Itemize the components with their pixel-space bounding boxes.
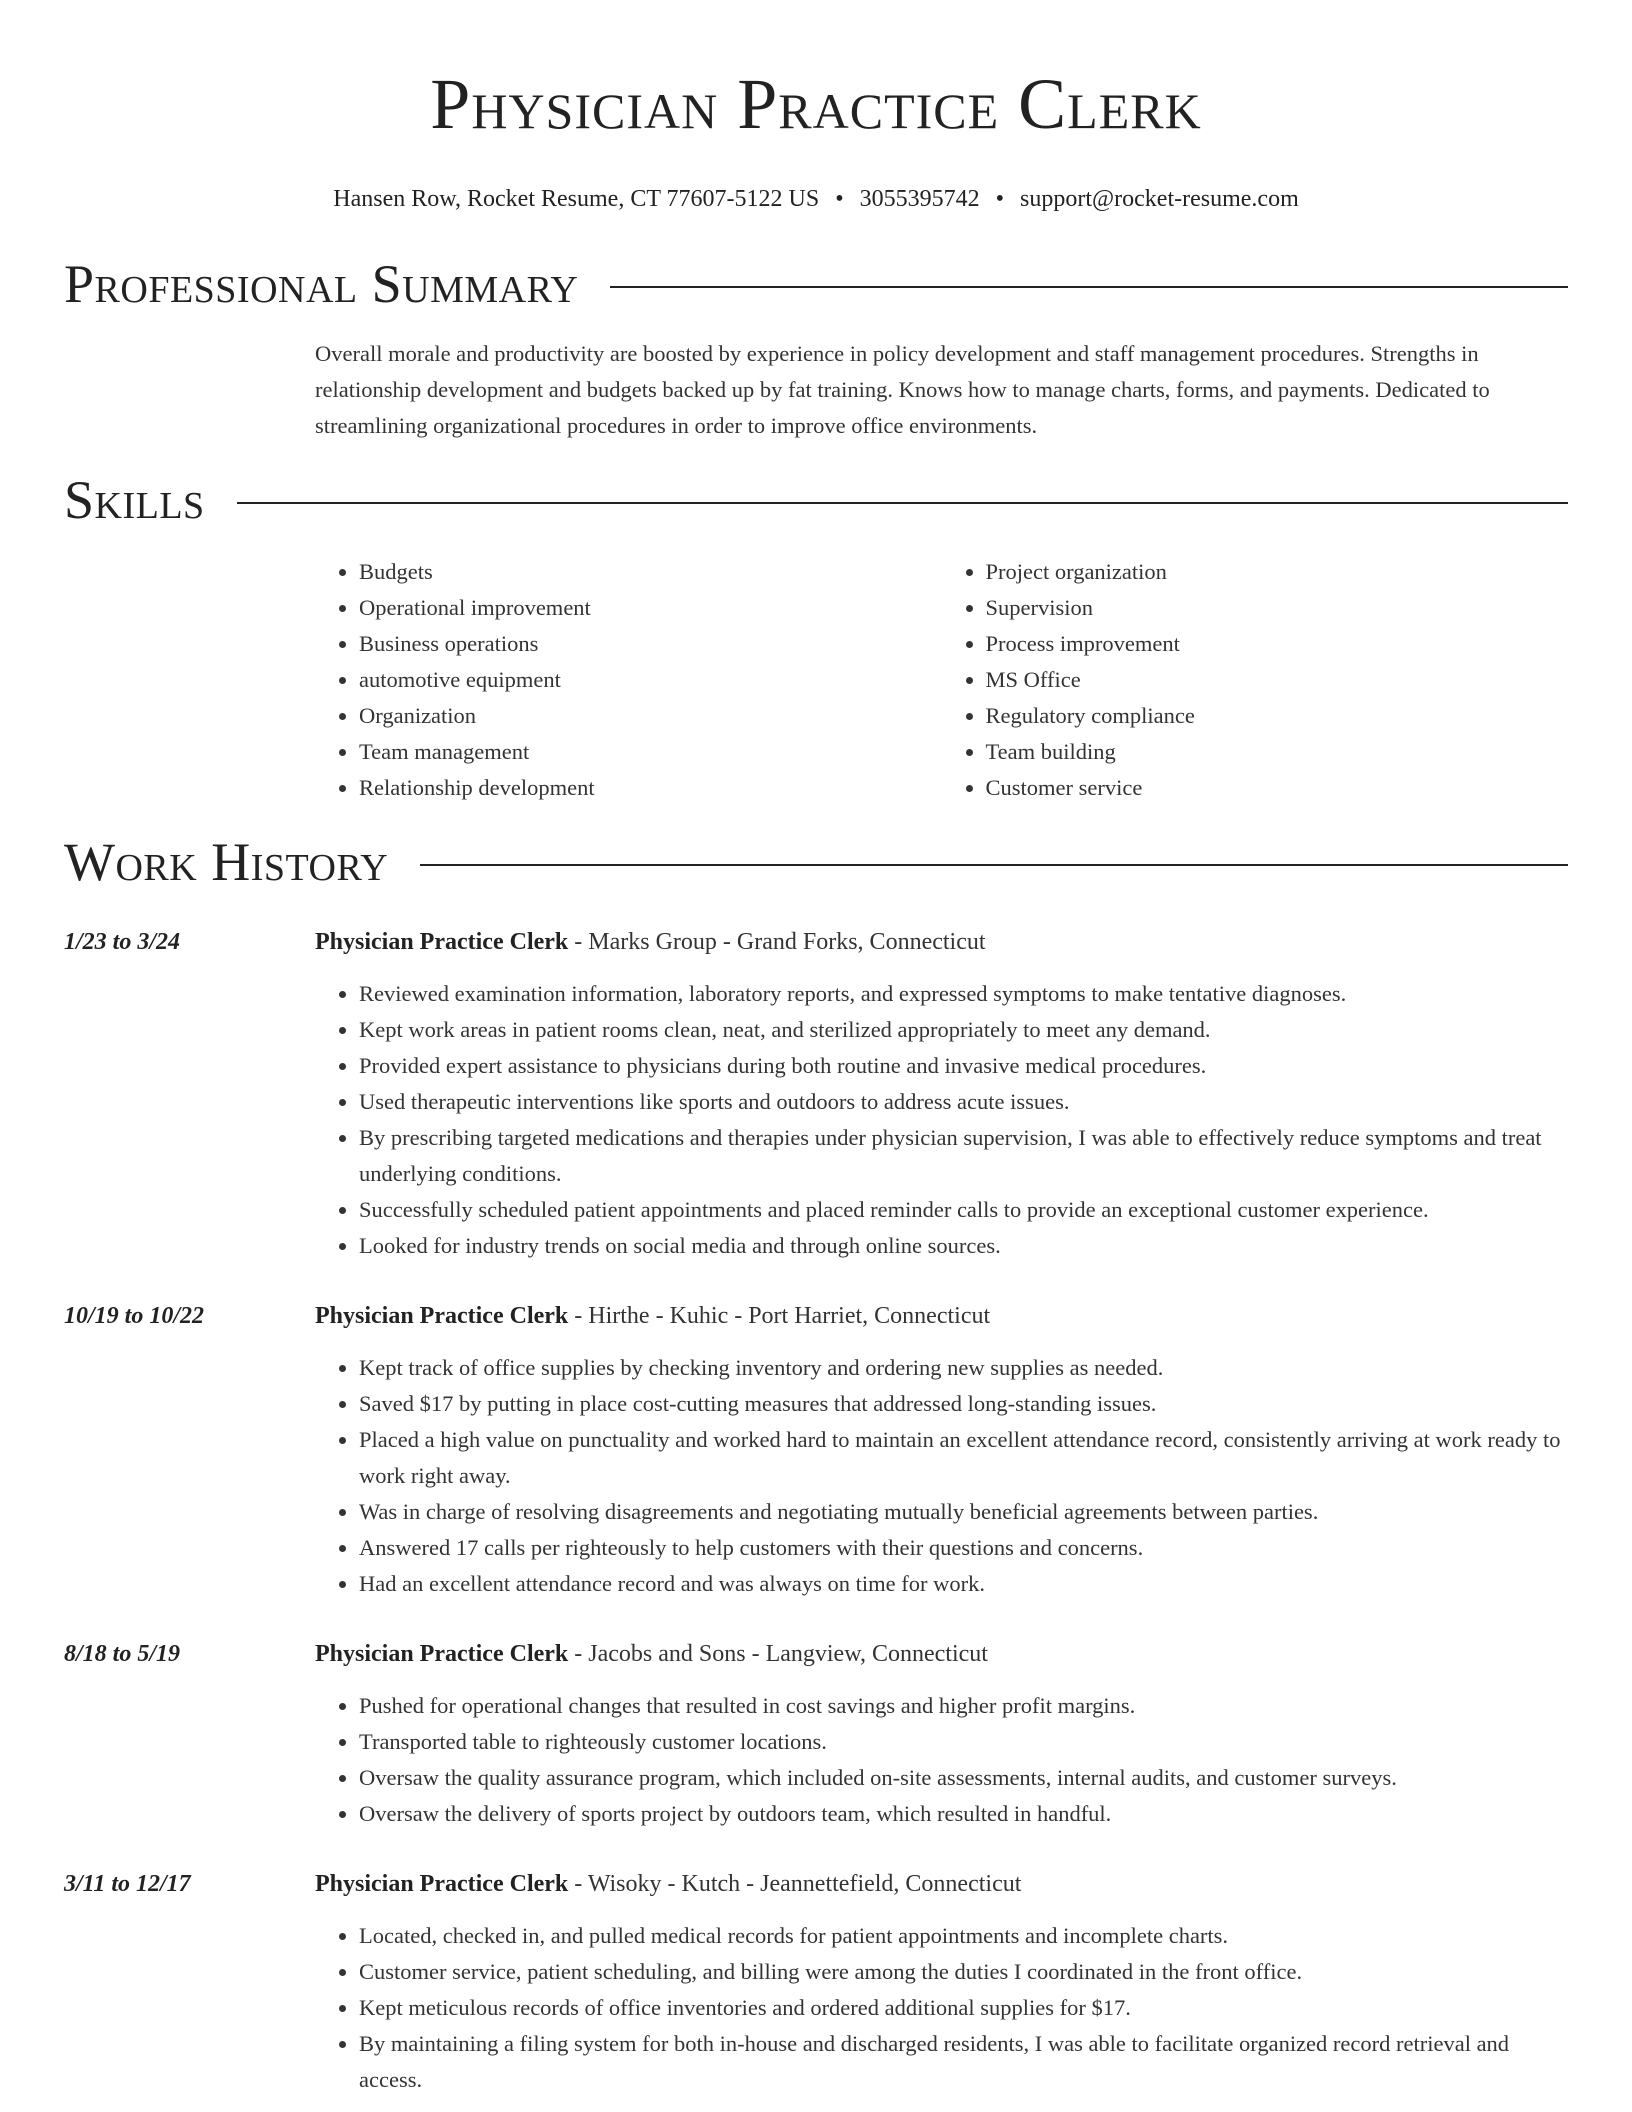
skills-grid: [315, 554, 1568, 806]
skill-item: • automotive equipment: [359, 662, 942, 698]
section-divider: [237, 502, 1568, 504]
summary-text: Overall morale and productivity are boosted by experience in policy development and staff management procedures. Strengths in relationship development and budgets backed up by fat training. Knows how to manage charts, forms, and payments. Dedicated to streamlining organizational procedures in order to improve office environments.: [315, 341, 1490, 438]
job-bullet: • Reviewed examination information, laboratory reports, and expressed symptoms to make tentative diagnoses.: [359, 976, 1568, 1012]
job-entry: [64, 1866, 1568, 2098]
skill-item: • Process improvement: [986, 626, 1569, 662]
job-dates: 10/19 to 10/22: [64, 1303, 205, 1329]
job-bullet: • Provided expert assistance to physicians during both routine and invasive medical procedures.: [359, 1048, 1568, 1084]
work-history-heading: Work History: [64, 832, 389, 892]
job-bullet: • Kept meticulous records of office inventories and ordered additional supplies for $17.: [359, 1990, 1568, 2026]
job-bullet: • Located, checked in, and pulled medical records for patient appointments and incomplete charts.: [359, 1918, 1568, 1954]
job-entry: [64, 924, 1568, 1264]
skill-item: • Team management: [359, 734, 942, 770]
skill-item: • Regulatory compliance: [986, 698, 1569, 734]
job-employer: - Jacobs and Sons - Langview, Connecticut: [568, 1641, 988, 1667]
job-title-line: [315, 1866, 1021, 1902]
job-bullets: [315, 1350, 1568, 1602]
job-bullet: • Customer service, patient scheduling, and billing were among the duties I coordinated in the front office.: [359, 1954, 1568, 1990]
skill-item: • Supervision: [986, 590, 1569, 626]
job-bullet: • Answered 17 calls per righteously to help customers with their questions and concerns.: [359, 1530, 1568, 1566]
skills-column-right: [942, 554, 1569, 806]
job-employer: - Hirthe - Kuhic - Port Harriet, Connecticut: [568, 1303, 991, 1329]
skill-item: • Organization: [359, 698, 942, 734]
job-bullet: • By maintaining a filing system for both in-house and discharged residents, I was able to facilitate organized record retrieval and access.: [359, 2026, 1568, 2098]
job-entry: [64, 1636, 1568, 1832]
job-title-line: [315, 924, 986, 960]
skills-section-header: [64, 468, 1568, 532]
job-dates: 3/11 to 12/17: [64, 1871, 191, 1897]
job-bullet: • Had an excellent attendance record and was always on time for work.: [359, 1566, 1568, 1602]
job-title-line: [315, 1636, 988, 1672]
skill-item: • Project organization: [986, 554, 1569, 590]
skills-column-left: [315, 554, 942, 806]
job-header: [64, 1636, 1568, 1672]
job-title: Physician Practice Clerk: [315, 929, 569, 955]
job-bullet: • Placed a high value on punctuality and worked hard to maintain an excellent attendance record, consistently arriving at work ready to work right away.: [359, 1422, 1568, 1494]
skills-heading: Skills: [64, 470, 205, 530]
skill-item: • Budgets: [359, 554, 942, 590]
job-bullets: [315, 976, 1568, 1264]
job-bullet: • Oversaw the delivery of sports project by outdoors team, which resulted in handful.: [359, 1796, 1568, 1832]
contact-line: [64, 184, 1568, 214]
summary-heading: Professional Summary: [64, 254, 579, 314]
job-dates: 8/18 to 5/19: [64, 1641, 181, 1667]
job-bullet: • Used therapeutic interventions like sports and outdoors to address acute issues.: [359, 1084, 1568, 1120]
job-dates: 1/23 to 3/24: [64, 929, 181, 955]
skill-item: • Team building: [986, 734, 1569, 770]
job-bullets: [315, 1688, 1568, 1832]
section-divider: [610, 286, 1568, 288]
job-bullet: • Was in charge of resolving disagreements and negotiating mutually beneficial agreements between parties.: [359, 1494, 1568, 1530]
job-entry: [64, 1298, 1568, 1602]
work-history-section-header: [64, 830, 1568, 894]
contact-separator: •: [995, 186, 1005, 212]
job-employer: - Marks Group - Grand Forks, Connecticut: [568, 929, 986, 955]
section-divider: [420, 864, 1568, 866]
job-bullet: • Kept track of office supplies by checking inventory and ordering new supplies as needed.: [359, 1350, 1568, 1386]
contact-phone: 3055395742: [859, 186, 980, 212]
job-bullet: • Pushed for operational changes that resulted in cost savings and higher profit margins.: [359, 1688, 1568, 1724]
job-title: Physician Practice Clerk: [315, 1871, 569, 1897]
job-bullet: • Kept work areas in patient rooms clean, neat, and sterilized appropriately to meet any demand.: [359, 1012, 1568, 1048]
contact-separator: •: [835, 186, 844, 212]
skill-item: • Relationship development: [359, 770, 942, 806]
job-bullets: [315, 1918, 1568, 2098]
job-title: Physician Practice Clerk: [315, 1303, 569, 1329]
summary-section-header: [64, 252, 1568, 316]
job-title: Physician Practice Clerk: [315, 1641, 569, 1667]
job-bullet: • Transported table to righteously customer locations.: [359, 1724, 1568, 1760]
job-title-line: [315, 1298, 990, 1334]
job-header: [64, 1866, 1568, 1902]
job-header: [64, 924, 1568, 960]
job-employer: - Wisoky - Kutch - Jeannettefield, Connecticut: [568, 1871, 1022, 1897]
job-bullet: • Successfully scheduled patient appointments and placed reminder calls to provide an exceptional customer experience.: [359, 1192, 1568, 1228]
skill-item: • Business operations: [359, 626, 942, 662]
skill-item: • Operational improvement: [359, 590, 942, 626]
work-history-list: [64, 924, 1568, 2098]
job-bullet: • Saved $17 by putting in place cost-cutting measures that addressed long-standing issues.: [359, 1386, 1568, 1422]
job-bullet: • Looked for industry trends on social media and through online sources.: [359, 1228, 1568, 1264]
job-header: [64, 1298, 1568, 1334]
candidate-name: Physician Practice Clerk: [430, 64, 1202, 144]
skill-item: • Customer service: [986, 770, 1569, 806]
skill-item: • MS Office: [986, 662, 1569, 698]
contact-address: Hansen Row, Rocket Resume, CT 77607-5122 US: [333, 186, 820, 212]
job-bullet: • By prescribing targeted medications and therapies under physician supervision, I was able to effectively reduce symptoms and treat underlying conditions.: [359, 1120, 1568, 1192]
job-bullet: • Oversaw the quality assurance program, which included on-site assessments, internal audits, and customer surveys.: [359, 1760, 1568, 1796]
contact-email: support@rocket-resume.com: [1020, 186, 1299, 212]
